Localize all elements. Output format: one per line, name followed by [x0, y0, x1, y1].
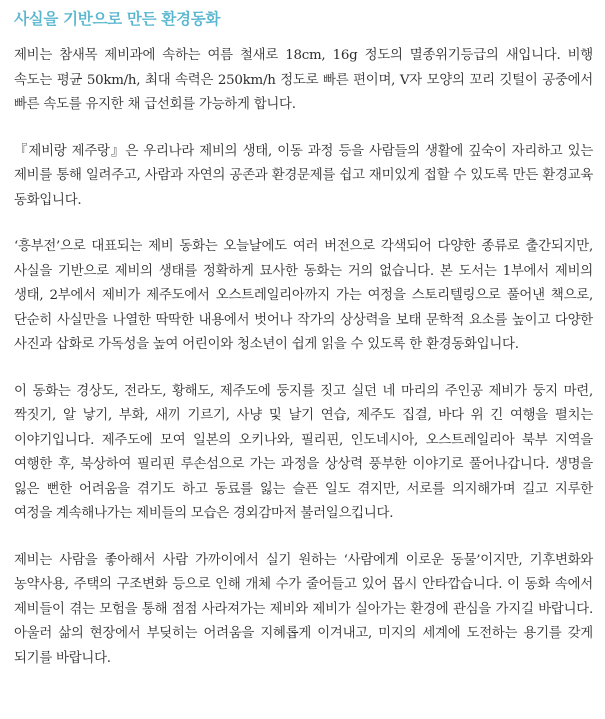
- paragraph-closing-message: 제비는 사람을 좋아해서 사람 가까이에서 실기 원하는 ‘사람에게 이로운 동물’이지만, 기후변화와 농약사용, 주택의 구조변화 등으로 인해 개체 수가 줄어들고 있어 몹시 안타깝습니다. 이 동화 속에서 제비들이 겪는 모험을 통해 점점 사라져가는 제비와 제비가 실아가는 환경에 관심을 가지길 바랍니다. 아울러 삶의 현장에서 부딪히는 어려움을 지혜롭게 이겨내고, 미지의 세계에 도전하는 용기를 갖게 되기를 바랍니다.: [14, 552, 593, 666]
- paragraph-story-summary: 이 동화는 경상도, 전라도, 황해도, 제주도에 둥지를 짓고 실던 네 마리의 주인공 제비가 둥지 마련, 짝짓기, 알 낳기, 부화, 새끼 기르기, 사냥 및 날기 연습, 제주도 집결, 바다 위 긴 여행을 펼치는 이야기입니다. 제주도에 모여 일본의 오키나와, 필리핀, 인도네시아, 오스트레일리아 북부 지역을 여행한 후, 북상하여 필리핀 루손섬으로 가는 과정을 상상력 풍부한 이야기로 풀어나갑니다. 생명을 잃은 뻔한 어려움을 겪기도 하고 동료를 잃는 슬픈 일도 겪지만, 서로를 의지해가며 길고 지루한 여정을 계속해나가는 제비들의 모습은 경외감마저 불러일으킵니다.: [14, 383, 593, 521]
- paragraph-book-structure: ‘흥부전’으로 대표되는 제비 동화는 오늘날에도 여러 버전으로 각색되어 다양한 종류로 출간되지만, 사실을 기반으로 제비의 생태를 정확하게 묘사한 동화는 거의 없습니다. 본 도서는 1부에서 제비의 생태, 2부에서 제비가 제주도에서 오스트레일리아까지 가는 여정을 스토리텔링으로 풀어낸 책으로, 단순히 사실만을 나열한 딱딱한 내용에서 벗어나 작가의 상상력을 보태 문학적 요소를 높이고 다양한 사진과 삽화로 가독성을 높여 어린이와 청소년이 쉽게 읽을 수 있도록 한 환경동화입니다.: [14, 239, 593, 352]
- paragraph-book-intro: 『제비랑 제주랑』은 우리나라 제비의 생태, 이동 과정 등을 사람들의 생활에 깊숙이 자리하고 있는 제비를 통해 일려주고, 사람과 자연의 공존과 환경문제를 쉽고 재미있게 접할 수 있도록 만든 환경교육 동화입니다.: [14, 143, 593, 208]
- article-heading: 사실을 기반으로 만든 환경동화: [14, 9, 221, 28]
- paragraph-swallow-facts: 제비는 참새목 제비과에 속하는 여름 철새로 18cm, 16g 정도의 멸종위기등급의 새입니다. 비행 속도는 평균 50km/h, 최대 속력은 250km/h 정도로 빠른 편이며, V자 모양의 꼬리 깃털이 공중에서 빠른 속도를 유지한 채 급선회를 가능하게 합니다.: [14, 48, 593, 112]
- article-body: [14, 44, 593, 671]
